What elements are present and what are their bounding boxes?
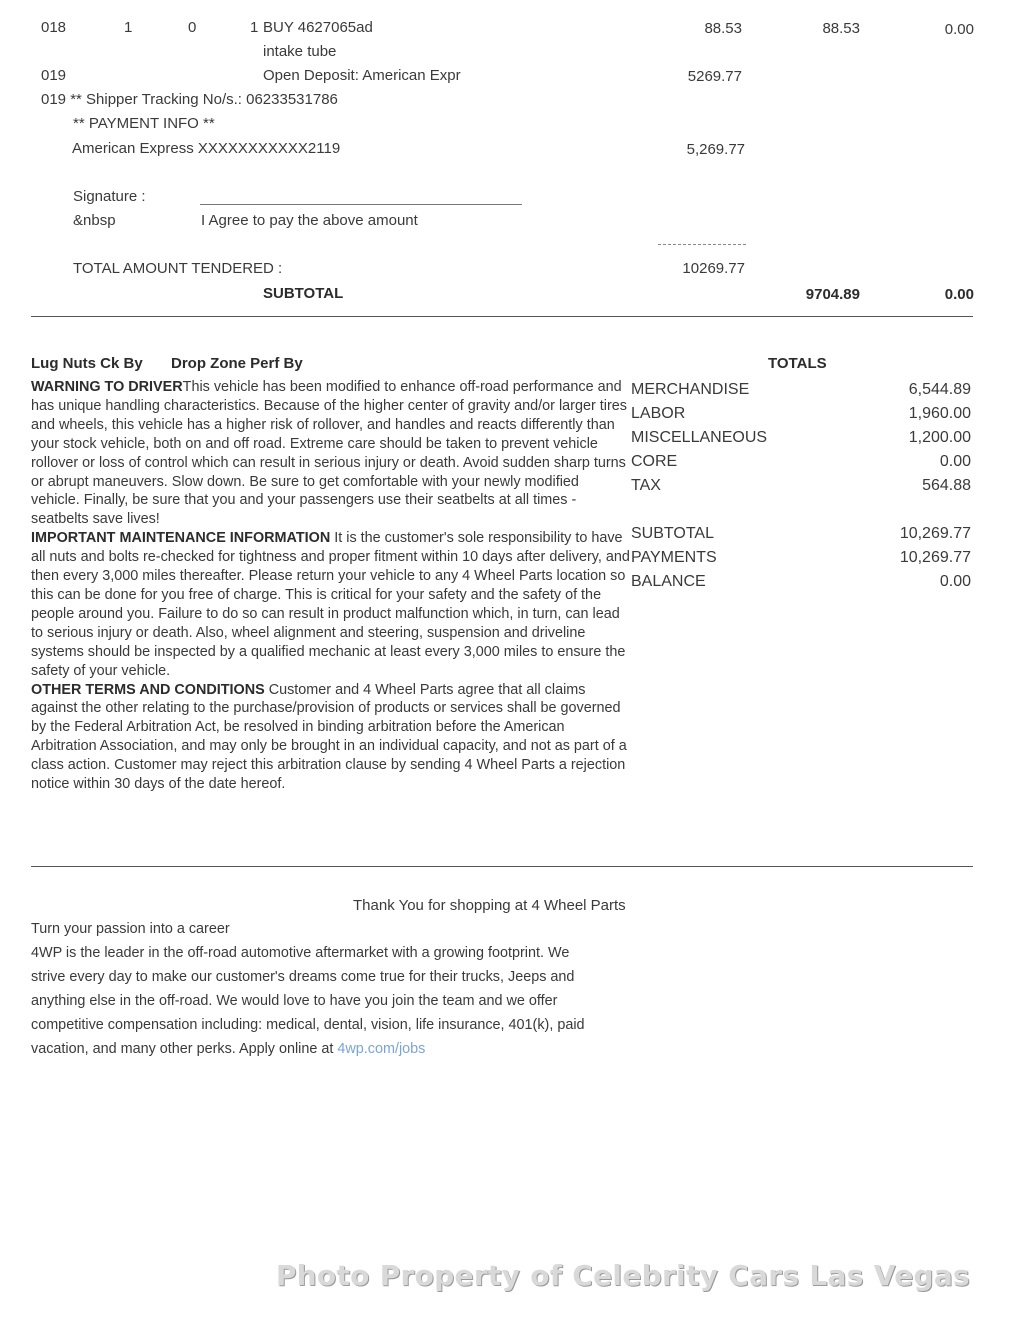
maintenance-heading: IMPORTANT MAINTENANCE INFORMATION (31, 530, 331, 547)
line-number: 019 (41, 67, 67, 84)
payment-amount: 5,269.77 (686, 141, 745, 158)
totals-row-balance (631, 573, 971, 593)
totals-row-labor (631, 405, 971, 425)
warning-text: This vehicle has been modified to enhance off-road performance and has unique handling characteristics. Because of the higher center of gravity and/or larger tires and wheels, this vehicle has a higher risk of rollover, and handles and reacts differently than your stock vehicle, both on and off road. Extreme care should be taken to prevent vehicle rollover or loss of control which can result in serious injury or death. Avoid sudden sharp turns or abrupt maneuvers. Slow down. Be sure to get comfortable with your newly modified vehicle. Finally, be sure that you and your passengers use their seatbelts at all times - seatbelts save lives! (31, 379, 627, 528)
terms-paragraph (31, 378, 631, 794)
career-body: 4WP is the leader in the off-road automotive aftermarket with a growing footprint. We strive every day to make our customer's dreams come true for their trucks, Jeeps and anything else in the off-road. We would love to have you join the team and we offer competitive compensation including: medical, dental, vision, life insurance, 401(k), paid vacation, and many other perks. Apply online at (31, 945, 585, 1058)
signature-label: Signature : (73, 188, 146, 205)
watermark: Photo Property of Celebrity Cars Las Vegas (275, 1259, 970, 1292)
agree-text: I Agree to pay the above amount (201, 212, 418, 229)
totals-label: MISCELLANEOUS (631, 429, 768, 446)
subtotal-label: SUBTOTAL (263, 285, 344, 302)
totals-value: 0.00 (939, 573, 971, 590)
tendered-amount: 10269.77 (682, 260, 745, 277)
totals-label: CORE (631, 453, 678, 470)
totals-value: 0.00 (939, 453, 971, 470)
discount: 0.00 (944, 21, 974, 38)
totals-row-miscellaneous (631, 429, 971, 449)
shipper-tracking: 019 ** Shipper Tracking No/s.: 06233531786 (41, 91, 338, 108)
subtotal-discount: 0.00 (944, 286, 974, 303)
divider (31, 866, 973, 867)
unit-price: 5269.77 (687, 68, 742, 85)
nbsp-text: &nbsp (73, 212, 116, 229)
totals-value: 1,200.00 (908, 429, 971, 446)
totals-value: 6,544.89 (908, 381, 971, 398)
jobs-link[interactable]: 4wp.com/jobs (337, 1041, 426, 1058)
totals-label: MERCHANDISE (631, 381, 750, 398)
totals-label: TAX (631, 477, 661, 494)
thank-you-text: Thank You for shopping at 4 Wheel Parts (353, 897, 626, 914)
totals-row-merchandise (631, 381, 971, 401)
qty-ordered: 1 (124, 19, 133, 36)
terms-heading: OTHER TERMS AND CONDITIONS (31, 681, 265, 698)
extended-price: 88.53 (822, 20, 860, 37)
drop-zone-label: Drop Zone Perf By (171, 355, 303, 372)
total-separator (658, 244, 746, 245)
totals-row-core (631, 453, 971, 473)
maintenance-text: It is the customer's sole responsibility to have all nuts and bolts re-checked for tightness and proper fitment within 10 days after delivery, and then every 3,000 miles thereafter. Please return your vehicle to any 4 Wheel Parts location so this can be done for you free of charge. This is critical for your safety and the safety of the people around you. Failure to do so can result in product malfunction which, in turn, can lead to serious injury or death. Also, wheel alignment and steering, suspension and driveline systems should be inspected by a qualified mechanic at least every 3,000 miles to ensure the safety of your vehicle. (31, 530, 630, 679)
terms-text: Customer and 4 Wheel Parts agree that all claims against the other relating to the purchase/provision of products or services shall be governed by the Federal Arbitration Act, be resolved in binding arbitration before the American Arbitration Association, and may only be brought in an individual capacity, and not as part of a class action. Customer may reject this arbitration clause by sending 4 Wheel Parts a rejection notice within 30 days of the date hereof. (31, 681, 627, 793)
subtotal-amount: 9704.89 (805, 286, 860, 303)
payment-info-heading: ** PAYMENT INFO ** (73, 115, 215, 132)
totals-label: LABOR (631, 405, 686, 422)
totals-label: SUBTOTAL (631, 525, 714, 542)
totals-value: 1,960.00 (908, 405, 971, 422)
qty-backorder: 0 (188, 19, 197, 36)
totals-row-subtotal (631, 525, 971, 545)
totals-value: 10,269.77 (899, 525, 971, 542)
totals-row-payments (631, 549, 971, 569)
career-block (31, 917, 591, 1062)
career-heading: Turn your passion into a career (31, 921, 230, 937)
tendered-label: TOTAL AMOUNT TENDERED : (73, 260, 283, 277)
payment-card: American Express XXXXXXXXXXX2119 (72, 140, 341, 157)
unit-price: 88.53 (704, 20, 742, 37)
totals-row-tax (631, 477, 971, 497)
totals-value: 564.88 (922, 477, 971, 494)
totals-label: BALANCE (631, 573, 706, 590)
item-description-2: intake tube (263, 43, 337, 60)
lug-nuts-label: Lug Nuts Ck By (31, 355, 143, 372)
signature-line (200, 204, 522, 205)
totals-label: PAYMENTS (631, 549, 717, 566)
totals-heading: TOTALS (768, 355, 827, 372)
totals-value: 10,269.77 (899, 549, 971, 566)
qty-shipped: 1 (250, 19, 259, 36)
item-description: BUY 4627065ad (263, 19, 373, 36)
line-number: 018 (41, 19, 67, 36)
item-description: Open Deposit: American Expr (263, 67, 461, 84)
divider (31, 316, 973, 317)
warning-heading: WARNING TO DRIVER (31, 379, 183, 395)
